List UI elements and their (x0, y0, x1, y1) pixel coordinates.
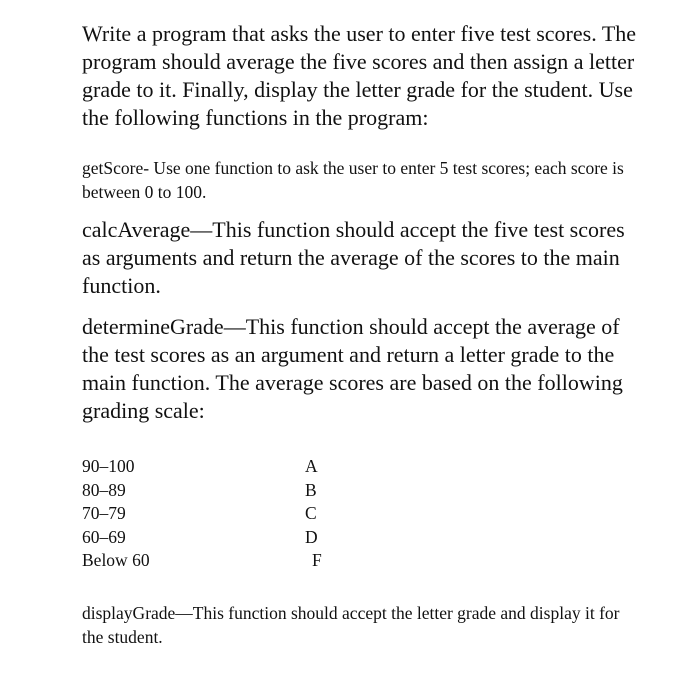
intro-paragraph: Write a program that asks the user to enter five test scores. The program should average the five scores and then assign a letter grade to it. Finally, display the letter grade for the student. Use the following functions in the program: (82, 21, 637, 130)
grade-row (82, 549, 642, 573)
grade-letter: B (305, 479, 317, 500)
grade-range: 60–69 (82, 526, 126, 547)
assignment-document (82, 20, 642, 649)
determine-grade-description: determineGrade—This function should accept the average of the test scores as an argument and return a letter grade to the main function. The average scores are based on the following grading scale: (82, 314, 623, 423)
get-score-description: getScore- Use one function to ask the user to enter 5 test scores; each score is between 0 to 100. (82, 158, 624, 202)
grade-range: Below 60 (82, 550, 150, 571)
grade-row (82, 479, 642, 503)
display-grade-description: displayGrade—This function should accept the letter grade and display it for the student. (82, 602, 620, 647)
grade-range: 70–79 (82, 503, 126, 524)
calc-average-description: calcAverage—This function should accept the five test scores as arguments and return the average of the scores to the main function. (82, 217, 625, 298)
grade-letter: A (305, 456, 318, 476)
grade-row (82, 455, 642, 479)
grade-letter: C (305, 503, 317, 524)
grading-scale-table (82, 455, 642, 573)
grade-letter: D (305, 526, 318, 547)
grade-range: 90–100 (82, 456, 135, 476)
grade-row (82, 526, 642, 550)
grade-range: 80–89 (82, 479, 126, 500)
grade-letter: F (312, 550, 322, 571)
grade-row (82, 502, 642, 526)
